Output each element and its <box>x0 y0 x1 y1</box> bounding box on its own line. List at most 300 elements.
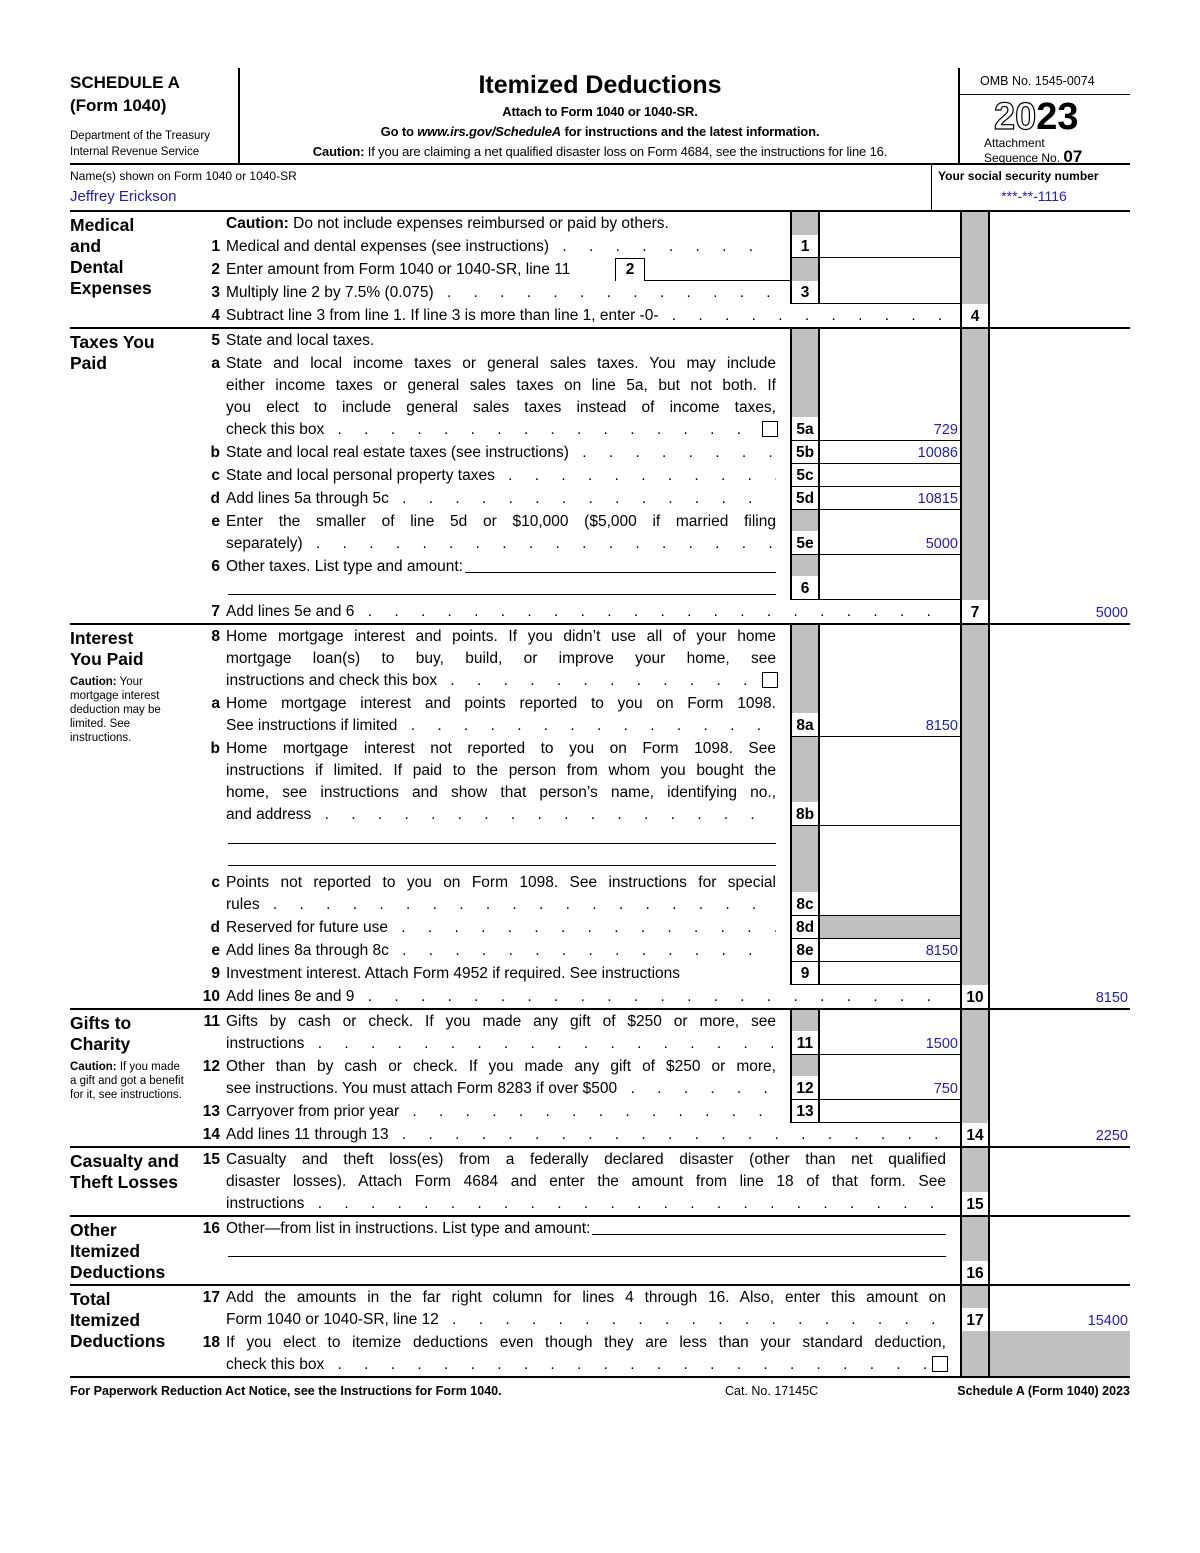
section-rows <box>190 1217 1130 1284</box>
section-title-line: Theft Losses <box>70 1172 178 1192</box>
total-box-label <box>960 235 990 258</box>
section-rows <box>190 1010 1130 1146</box>
line-number: a <box>211 695 220 712</box>
line-text-content: Add lines 8a through 8c <box>226 942 389 959</box>
line-number: 11 <box>203 1013 220 1030</box>
total-amount-field <box>990 555 1130 600</box>
line-text-content: rules <box>226 896 260 913</box>
line-text <box>220 258 790 281</box>
line-text-segment <box>226 1056 776 1078</box>
total-box-label <box>960 212 990 235</box>
total-amount-field <box>990 625 1130 692</box>
line-amount-field[interactable]: 10086 <box>820 441 960 464</box>
line-amount-field[interactable]: 8150 <box>820 692 960 737</box>
line-text-segment <box>226 1033 776 1055</box>
section-title-line: Taxes You <box>70 332 155 352</box>
line-number: 2 <box>211 261 220 278</box>
line-row <box>190 985 1130 1008</box>
section-other-itemized-deductions <box>70 1217 1130 1286</box>
total-amount-field <box>990 510 1130 555</box>
total-box-label <box>960 281 990 304</box>
line-number: 13 <box>202 1103 220 1120</box>
line-text-segment <box>226 693 776 715</box>
line-text <box>220 871 790 916</box>
caution-text: If you made a gift and got a benefit for it, see instructions. <box>70 1061 184 1101</box>
total-amount-field <box>990 916 1130 939</box>
line-row <box>190 212 1130 235</box>
line-text-content: mortgage loan(s) to buy, build, or improve your home, see <box>226 650 776 667</box>
total-amount-field[interactable]: 2250 <box>1095 1128 1128 1144</box>
year-block <box>958 68 1130 165</box>
line-amount-field[interactable] <box>820 1100 960 1123</box>
total-amount-field[interactable] <box>990 1217 1130 1284</box>
section-total-itemized-deductions <box>70 1286 1130 1378</box>
line-box-label: 3 <box>790 281 820 304</box>
line-text-segment <box>226 940 776 962</box>
line-text-segment <box>226 1287 946 1309</box>
line-text-content: Other—from list in instructions. List type and amount: <box>226 1220 591 1237</box>
section-rows <box>190 329 1130 623</box>
total-box-label <box>960 962 990 985</box>
line-box-label <box>790 625 820 692</box>
line-text-segment <box>226 578 776 600</box>
line-number: 9 <box>211 965 220 982</box>
line-text <box>220 916 790 939</box>
tax-year <box>960 97 1130 137</box>
line-amount-field[interactable]: 8150 <box>820 939 960 962</box>
total-box-label <box>960 487 990 510</box>
line-box-label: 8b <box>790 737 820 826</box>
section-label <box>70 1151 188 1193</box>
total-box-label <box>960 1055 990 1100</box>
line-text-content: Enter amount from Form 1040 or 1040-SR, line 11 <box>226 261 571 278</box>
line-text-segment <box>226 1218 946 1240</box>
line-text-segment <box>226 556 776 578</box>
total-amount-field <box>990 962 1130 985</box>
line-text-segment <box>226 442 776 464</box>
line-row <box>190 1148 1130 1215</box>
line-text-segment <box>226 1309 946 1331</box>
write-in-line[interactable] <box>592 1218 946 1235</box>
line-text <box>220 1100 790 1123</box>
line-text-segment <box>226 353 776 375</box>
total-box-label: 15 <box>960 1148 990 1215</box>
write-in-line[interactable] <box>228 578 776 595</box>
line-text-segment <box>226 330 776 352</box>
line-text-segment <box>226 601 946 623</box>
line-amount-field[interactable]: 729 <box>820 352 960 441</box>
line-text-content: See instructions if limited <box>226 717 398 734</box>
line-text-content: State and local personal property taxes <box>226 467 495 484</box>
line-row <box>190 1123 1130 1146</box>
line-row <box>190 826 1130 871</box>
total-box-label <box>960 352 990 441</box>
total-amount-field <box>990 235 1130 258</box>
total-amount-field <box>990 329 1130 352</box>
line-box-label: 5d <box>790 487 820 510</box>
line-text-content: Home mortgage interest and points reported to you on Form 1098. <box>226 695 776 712</box>
line-text <box>220 985 960 1008</box>
total-amount-field <box>990 939 1130 962</box>
line-text-content: State and local taxes. <box>226 332 375 349</box>
line-amount-field[interactable] <box>820 871 960 916</box>
line-text-segment <box>226 804 776 826</box>
line-box-label: 5c <box>790 464 820 487</box>
line-text-content: Do not include expenses reimbursed or paid by others. <box>288 215 669 232</box>
line-row <box>190 1010 1130 1055</box>
total-box-label <box>960 329 990 352</box>
line-amount-field[interactable]: 5000 <box>820 510 960 555</box>
write-in-line[interactable] <box>228 1240 946 1257</box>
line-number <box>190 212 220 235</box>
line-row <box>190 304 1130 327</box>
line-box-label <box>790 212 820 235</box>
line-text-segment <box>226 894 776 916</box>
line-row <box>190 555 1130 600</box>
line-amount-field <box>820 258 960 281</box>
section-casualty-and-theft-losses <box>70 1148 1130 1217</box>
schedule-label: SCHEDULE A <box>70 73 180 92</box>
line-text-content: and address <box>226 806 312 823</box>
line-text-segment <box>226 626 776 648</box>
line-text-content: Add lines 5e and 6 <box>226 603 355 620</box>
line-text-content: disaster losses). Attach Form 4684 and enter the amount from line 18 of that form. See <box>226 1173 946 1190</box>
checkbox[interactable] <box>932 1356 948 1372</box>
irs-link[interactable]: www.irs.gov/ScheduleA <box>417 124 562 139</box>
line-text <box>220 692 790 737</box>
line-text-content: Subtract line 3 from line 1. If line 3 is more than line 1, enter -0- <box>226 307 659 324</box>
line-amount-field[interactable]: 10815 <box>820 487 960 510</box>
section-label <box>70 628 188 745</box>
line-text-segment <box>226 738 776 760</box>
form-footer-id: Schedule A (Form 1040) 2023 <box>957 1384 1130 1398</box>
line-text-content: instructions if limited. If paid to the person from whom you bought the <box>226 762 776 779</box>
write-in-line[interactable] <box>465 556 776 573</box>
line-text-segment <box>226 465 776 487</box>
total-box-label <box>960 625 990 692</box>
line-text-segment <box>226 670 776 692</box>
line-row <box>190 510 1130 555</box>
line-number: c <box>211 467 220 484</box>
line-row <box>190 939 1130 962</box>
line-text-segment <box>226 872 776 894</box>
line-text-segment <box>226 1332 946 1354</box>
line-text-content: instructions <box>226 1195 305 1212</box>
line-amount-field <box>820 826 960 871</box>
form-id-block <box>70 68 240 165</box>
line-text-content: Carryover from prior year <box>226 1103 400 1120</box>
form-label: (Form 1040) <box>70 96 167 115</box>
line-text <box>220 1286 960 1331</box>
line-text-content: you elect to include general sales taxes instead of income taxes, <box>226 399 776 416</box>
line-box-label: 1 <box>790 235 820 258</box>
line-box-label: 5a <box>790 352 820 441</box>
line-amount-field[interactable] <box>820 464 960 487</box>
checkbox[interactable] <box>762 672 778 688</box>
line-box-label: 5e <box>790 510 820 555</box>
line-number: 1 <box>211 238 220 255</box>
line-amount-field <box>820 329 960 352</box>
line-text-content: separately) <box>226 535 303 552</box>
goto-post: for instructions and the latest information. <box>561 124 820 139</box>
caution-label: Caution: <box>70 676 117 688</box>
line-row <box>190 441 1130 464</box>
year-outline: 20 <box>994 96 1037 138</box>
total-amount-field[interactable]: 5000 <box>1095 605 1128 621</box>
total-box-label: 16 <box>960 1217 990 1284</box>
line-text <box>220 962 790 985</box>
line-text-segment <box>226 511 776 533</box>
line-row <box>190 487 1130 510</box>
total-box-label <box>960 939 990 962</box>
caution-text: Your mortgage interest deduction may be limited. See instructions. <box>70 676 161 744</box>
total-amount-field <box>990 352 1130 441</box>
line-text <box>220 510 790 555</box>
line-text <box>220 212 790 235</box>
line-text-segment <box>226 397 776 419</box>
line-text <box>220 1055 790 1100</box>
line-row <box>190 235 1130 258</box>
line-row <box>190 625 1130 692</box>
line-text-segment <box>226 849 776 871</box>
line-text-content: Casualty and theft loss(es) from a federally declared disaster (other than net qualified <box>226 1151 946 1168</box>
line-text <box>220 1331 960 1376</box>
line-text-segment <box>226 533 776 555</box>
section-gifts-to-charity <box>70 1010 1130 1148</box>
total-box-label <box>960 871 990 916</box>
line-number: 16 <box>202 1220 220 1237</box>
line-amount-field[interactable]: 1500 <box>820 1010 960 1055</box>
ssn-field[interactable]: ***-**-1116 <box>1001 188 1067 204</box>
section-label <box>70 1220 188 1283</box>
total-box-label: 14 <box>960 1123 990 1146</box>
year-bold: 23 <box>1036 96 1079 138</box>
line-text-content: Reserved for future use <box>226 919 388 936</box>
checkbox[interactable] <box>762 421 778 437</box>
line-text-segment <box>226 1354 946 1376</box>
line-text-segment <box>226 1124 946 1146</box>
line-box-label: 9 <box>790 962 820 985</box>
line-text-content: Gifts by cash or check. If you made any gift of $250 or more, see <box>226 1013 776 1030</box>
line-box-label: 6 <box>790 555 820 600</box>
inline-amount-field[interactable] <box>645 258 791 281</box>
line-amount-field[interactable] <box>820 737 960 826</box>
line-text-content: instructions <box>226 1035 305 1052</box>
line-number: 5 <box>211 332 220 349</box>
section-caution-note <box>70 675 188 745</box>
line-text-content: Investment interest. Attach Form 4952 if required. See instructions <box>226 965 681 982</box>
line-text-content: Points not reported to you on Form 1098. See instructions for special <box>226 874 776 891</box>
line-text-content: State and local real estate taxes (see instructions) <box>226 444 569 461</box>
line-amount-field[interactable] <box>820 916 960 939</box>
section-title-line: Expenses <box>70 278 152 298</box>
section-title-line: Deductions <box>70 1262 166 1282</box>
line-number: e <box>211 513 220 530</box>
total-amount-field[interactable]: 15400 <box>1087 1313 1128 1329</box>
section-title-line: Medical <box>70 215 135 235</box>
write-in-line[interactable] <box>228 827 776 844</box>
line-row <box>190 1331 1130 1376</box>
section-label <box>70 1289 188 1352</box>
section-title-line: Dental <box>70 257 124 277</box>
name-bar <box>70 165 1130 212</box>
total-amount-field[interactable] <box>990 1148 1130 1215</box>
line-text-content: Add lines 8e and 9 <box>226 988 355 1005</box>
line-text-content: Add lines 11 through 13 <box>226 1126 389 1143</box>
line-amount-field[interactable] <box>820 281 960 304</box>
line-number: 3 <box>211 284 220 301</box>
section-rows <box>190 1148 1130 1215</box>
line-text-segment <box>226 986 946 1008</box>
footer <box>70 1384 1130 1402</box>
total-box-label <box>960 258 990 281</box>
line-text-content: either income taxes or general sales taxes on line 5a, but not both. If <box>226 377 776 394</box>
line-text-content: Multiply line 2 by 7.5% (0.075) <box>226 284 434 301</box>
line-number: 18 <box>202 1334 220 1351</box>
line-number: b <box>210 740 220 757</box>
line-text-segment <box>226 648 776 670</box>
section-title-line: Interest <box>70 628 134 648</box>
line-text-segment <box>226 1149 946 1171</box>
section-label <box>70 215 188 299</box>
section-rows <box>190 1286 1130 1376</box>
line-amount-field[interactable]: 750 <box>820 1055 960 1100</box>
line-text-content: State and local income taxes or general sales taxes. You may include <box>226 355 776 372</box>
line-row <box>190 281 1130 304</box>
line-box-label <box>790 329 820 352</box>
attachment-label: Attachment <box>984 136 1045 150</box>
line-text <box>220 329 790 352</box>
line-text <box>220 1123 960 1146</box>
total-box-label <box>960 441 990 464</box>
total-amount-field <box>990 1010 1130 1055</box>
line-row <box>190 692 1130 737</box>
irs-label: Internal Revenue Service <box>70 146 200 158</box>
line-box-label: 8a <box>790 692 820 737</box>
total-box-label <box>960 916 990 939</box>
line-text-segment <box>226 1078 776 1100</box>
line-amount-field[interactable] <box>820 555 960 600</box>
section-title-line: Deductions <box>70 1331 166 1351</box>
line-text-segment <box>226 236 776 258</box>
line-text-content: Form 1040 or 1040-SR, line 12 <box>226 1311 439 1328</box>
line-row <box>190 352 1130 441</box>
line-box-label: 8c <box>790 871 820 916</box>
name-label: Name(s) shown on Form 1040 or 1040-SR <box>70 169 297 183</box>
line-text <box>220 304 960 327</box>
total-box-label <box>960 510 990 555</box>
line-text-segment <box>226 1240 946 1262</box>
sequence-label: Sequence No. <box>984 151 1061 165</box>
line-text-segment <box>226 1011 776 1033</box>
line-text-content: home, see instructions and show that person’s name, identifying no., <box>226 784 776 801</box>
line-text <box>220 600 960 623</box>
line-text-content: If you elect to itemize deductions even though they are less than your standard deduction, <box>226 1334 946 1351</box>
write-in-line[interactable] <box>228 849 776 866</box>
total-box-label <box>960 737 990 826</box>
omb-number: OMB No. 1545-0074 <box>960 68 1130 95</box>
line-row <box>190 916 1130 939</box>
line-row <box>190 1100 1130 1123</box>
section-title-line: Charity <box>70 1034 131 1054</box>
section-caution-note <box>70 1060 188 1102</box>
line-text-segment <box>226 760 776 782</box>
line-text <box>220 826 790 871</box>
line-text-segment <box>226 963 776 985</box>
form-header <box>70 68 1130 165</box>
line-row <box>190 737 1130 826</box>
total-box-label <box>960 1331 990 1376</box>
line-text <box>220 625 790 692</box>
total-box-label <box>960 826 990 871</box>
line-text <box>220 281 790 304</box>
line-number: 12 <box>202 1058 220 1075</box>
total-amount-field <box>990 737 1130 826</box>
line-text <box>220 352 790 441</box>
line-text <box>220 487 790 510</box>
name-field[interactable]: Jeffrey Erickson <box>70 188 177 205</box>
line-row <box>190 871 1130 916</box>
form-title: Itemized Deductions <box>478 71 722 99</box>
section-title-line: Casualty and <box>70 1151 179 1171</box>
paperwork-notice: For Paperwork Reduction Act Notice, see the Instructions for Form 1040. <box>70 1384 502 1398</box>
line-number: 4 <box>211 307 220 324</box>
section-title-line: Itemized <box>70 1241 141 1261</box>
line-text <box>220 464 790 487</box>
line-text <box>220 939 790 962</box>
cat-number: Cat. No. 17145C <box>725 1384 819 1398</box>
line-text-segment <box>226 782 776 804</box>
line-number: a <box>211 355 220 372</box>
line-text-segment <box>226 917 776 939</box>
line-text-segment <box>226 282 776 304</box>
total-amount-field[interactable] <box>990 304 1130 327</box>
total-amount-field[interactable]: 8150 <box>1095 990 1128 1006</box>
section-rows <box>190 212 1130 327</box>
line-text-segment <box>226 715 776 737</box>
line-number: e <box>211 942 220 959</box>
line-text <box>220 441 790 464</box>
line-text <box>220 235 790 258</box>
total-box-label: 10 <box>960 985 990 1008</box>
section-title-line: Paid <box>70 353 107 373</box>
line-row <box>190 600 1130 623</box>
line-amount-field[interactable] <box>820 962 960 985</box>
deductions-form <box>70 212 1130 1378</box>
section-interest-you-paid <box>70 625 1130 1010</box>
line-box-label: 8e <box>790 939 820 962</box>
line-text-segment <box>226 305 946 327</box>
line-row <box>190 464 1130 487</box>
total-box-label <box>960 1010 990 1055</box>
line-text-content: check this box <box>226 1356 325 1373</box>
total-amount-field <box>990 487 1130 510</box>
line-number: d <box>210 490 220 507</box>
total-box-label <box>960 692 990 737</box>
line-text-content: Enter the smaller of line 5d or $10,000 ($5,000 if married filing <box>226 513 776 530</box>
line-number: 6 <box>211 558 220 575</box>
line-text-segment <box>226 1101 776 1123</box>
line-box-label <box>790 258 820 281</box>
line-amount-field[interactable] <box>820 235 960 258</box>
caution-label: Caution: <box>226 215 289 232</box>
line-box-label: 8d <box>790 916 820 939</box>
caution-text: If you are claiming a net qualified disaster loss on Form 4684, see the instructions for line 16. <box>364 144 888 159</box>
line-text-segment <box>226 827 776 849</box>
total-amount-field <box>990 441 1130 464</box>
line-text-content: see instructions. You must attach Form 8283 if over $500 <box>226 1080 618 1097</box>
line-number: 15 <box>202 1151 220 1168</box>
